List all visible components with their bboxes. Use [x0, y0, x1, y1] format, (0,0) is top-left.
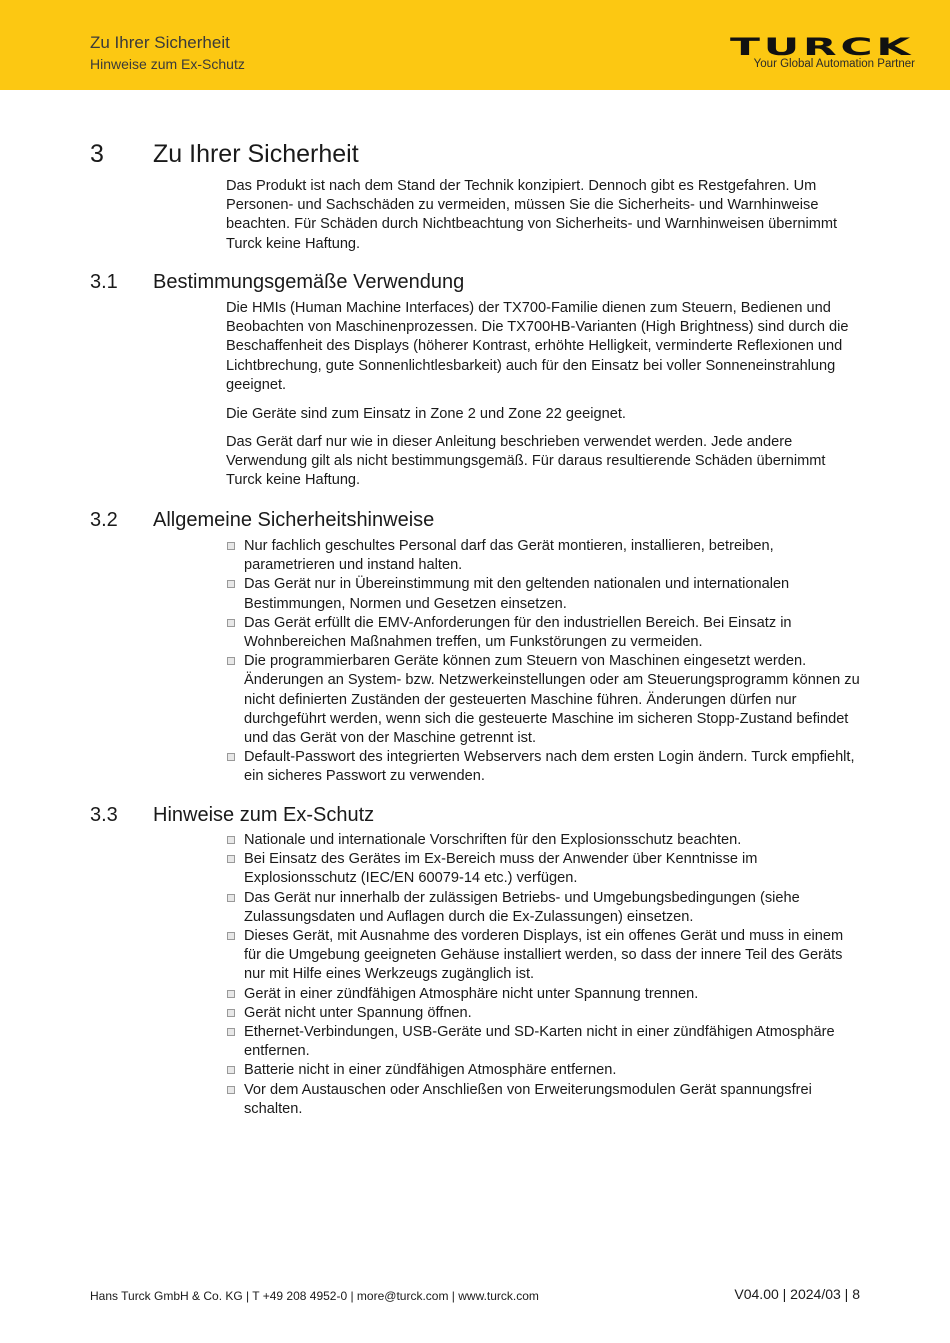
list-item: Batterie nicht in einer zündfähigen Atmosphäre entfernen.: [226, 1061, 860, 1080]
bullet-square-icon: [227, 894, 235, 902]
list-item: Das Gerät nur in Übereinstimmung mit den geltenden nationalen und internationalen Bestimmungen, Normen und Gesetzen einsetzen.: [226, 575, 860, 613]
bullet-square-icon: [227, 990, 235, 998]
bullet-square-icon: [227, 619, 235, 627]
section-3-1-paragraph-2: Die Geräte sind zum Einsatz in Zone 2 und Zone 22 geeignet.: [226, 406, 626, 422]
bullet-square-icon: [227, 1009, 235, 1017]
list-item: Bei Einsatz des Gerätes im Ex-Bereich muss der Anwender über Kenntnisse im Explosionsschutz (IEC/EN 60079-14 etc.) verfügen.: [226, 850, 860, 888]
header-title: Zu Ihrer Sicherheit: [90, 33, 230, 52]
list-item: Vor dem Austauschen oder Anschließen von Erweiterungsmodulen Gerät spannungsfrei schalten.: [226, 1081, 860, 1119]
turck-logo: [730, 36, 915, 70]
header-subtitle: Hinweise zum Ex-Schutz: [90, 56, 245, 72]
footer-contact: Hans Turck GmbH & Co. KG | T +49 208 4952-0 | more@turck.com | www.turck.com: [90, 1289, 539, 1303]
section-3-intro: Das Produkt ist nach dem Stand der Technik konzipiert. Dennoch gibt es Restgefahren. Um Personen- und Sachschäden zu vermeiden, müssen Sie die Sicherheits- und Warnhinweise beachten. Für Schäden durch Nichtbeachtung von Sicherheits- und Warnhinweisen übernimmt Turck keine Haftung.: [226, 178, 838, 252]
page-header: [0, 0, 950, 90]
list-item: Das Gerät erfüllt die EMV-Anforderungen für den industriellen Bereich. Bei Einsatz in Wohnbereichen Maßnahmen treffen, um Funkstörungen zu vermeiden.: [226, 614, 860, 652]
list-item: Ethernet-Verbindungen, USB-Geräte und SD-Karten nicht in einer zündfähigen Atmosphäre entfernen.: [226, 1023, 860, 1061]
general-safety-list: [226, 537, 860, 787]
section-number: 3: [90, 140, 104, 168]
ex-protection-list: [226, 831, 860, 1119]
section-number: 3.1: [90, 271, 118, 293]
section-3-1-paragraph-1: Die HMIs (Human Machine Interfaces) der TX700-Familie dienen zum Steuern, Bedienen und Beobachten von Maschinenprozessen. Die TX700HB-Varianten (High Brightness) sind durch die Beschaffenheit des Displays (höherer Kontrast, erhöhte Helligkeit, verminderte Reflexionen und Lichtbrechung, gute Sonnenlichtlesbarkeit) auch für den Einsatz bei voller Sonneneinstrahlung geeignet.: [226, 300, 849, 393]
list-item: Nur fachlich geschultes Personal darf das Gerät montieren, installieren, betreiben, parametrieren und instand halten.: [226, 537, 860, 575]
list-item: Dieses Gerät, mit Ausnahme des vorderen Displays, ist ein offenes Gerät und muss in einem für die Umgebung geeigneten Gehäuse installiert werden, so dass der innere Teil des Geräts nur mit Hilfe eines Werkzeugs zugänglich ist.: [226, 927, 860, 985]
bullet-square-icon: [227, 855, 235, 863]
footer-version-page: V04.00 | 2024/03 | 8: [734, 1286, 860, 1302]
list-item: Die programmierbaren Geräte können zum Steuern von Maschinen eingesetzt werden. Änderungen an System- bzw. Netzwerkeinstellungen oder am Steuerungsprogramm können zu nicht definierten Zuständen der gesteuerten Maschine führen. Änderungen dürfen nur durchgeführt werden, wenn sich die gesteuerte Maschine im sicheren Stopp-Zustand befindet und das Gerät von der Maschine getrennt ist.: [226, 652, 860, 748]
section-title: Zu Ihrer Sicherheit: [153, 140, 359, 168]
bullet-square-icon: [227, 657, 235, 665]
section-number: 3.3: [90, 804, 118, 826]
bullet-square-icon: [227, 1066, 235, 1074]
bullet-square-icon: [227, 542, 235, 550]
bullet-square-icon: [227, 1028, 235, 1036]
section-title: Bestimmungsgemäße Verwendung: [153, 271, 465, 293]
bullet-square-icon: [227, 580, 235, 588]
list-item: Das Gerät nur innerhalb der zulässigen Betriebs- und Umgebungsbedingungen (siehe Zulassungsdaten und Auflagen durch die Ex-Zulassungen) einsetzen.: [226, 889, 860, 927]
section-title: Hinweise zum Ex-Schutz: [153, 804, 375, 826]
logo-tagline: Your Global Automation Partner: [753, 58, 915, 70]
section-title: Allgemeine Sicherheitshinweise: [153, 509, 435, 531]
section-number: 3.2: [90, 509, 118, 531]
list-item: Gerät nicht unter Spannung öffnen.: [226, 1004, 860, 1023]
list-item: Gerät in einer zündfähigen Atmosphäre nicht unter Spannung trennen.: [226, 985, 860, 1004]
section-3-1-paragraph-3: Das Gerät darf nur wie in dieser Anleitung beschrieben verwendet werden. Jede andere Verwendung gilt als nicht bestimmungsgemäß. Für daraus resultierende Schäden übernimmt Turck keine Haftung.: [226, 434, 826, 489]
list-item: Nationale und internationale Vorschriften für den Explosionsschutz beachten.: [226, 831, 860, 850]
list-item: Default-Passwort des integrierten Webservers nach dem ersten Login ändern. Turck empfiehlt, ein sicheres Passwort zu verwenden.: [226, 748, 860, 786]
bullet-square-icon: [227, 753, 235, 761]
logo-wordmark: TURCK: [730, 36, 914, 58]
bullet-square-icon: [227, 1086, 235, 1094]
bullet-square-icon: [227, 836, 235, 844]
bullet-square-icon: [227, 932, 235, 940]
